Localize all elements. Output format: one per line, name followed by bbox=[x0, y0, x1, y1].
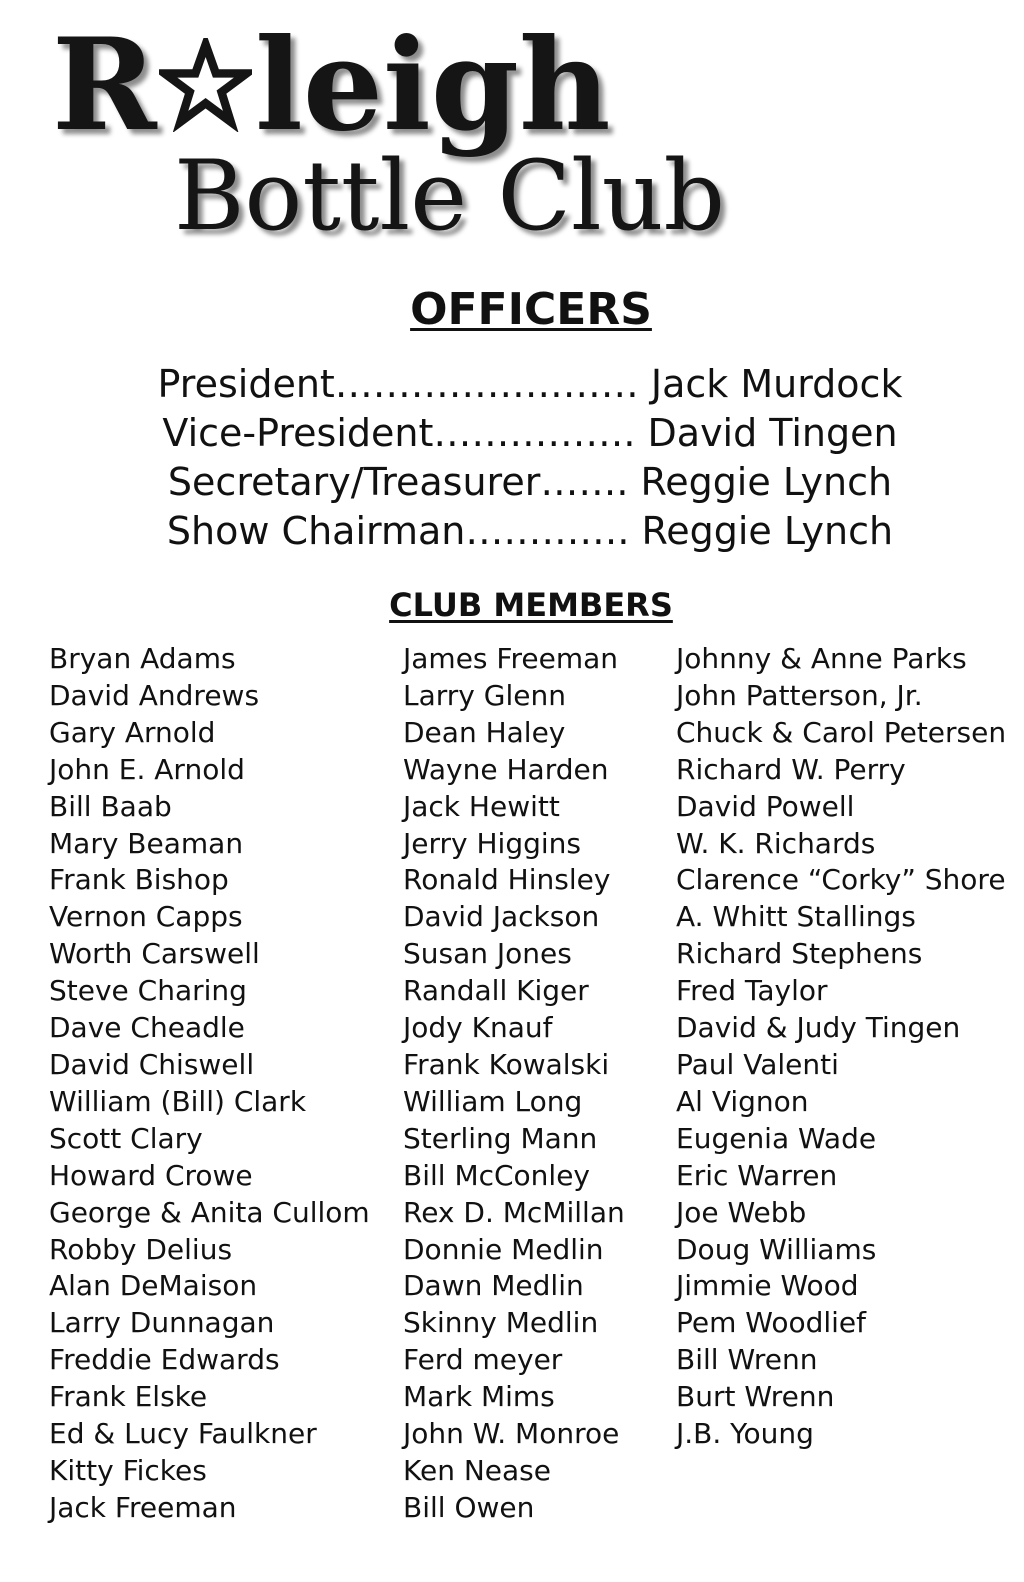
member-name: Eric Warren bbox=[676, 1158, 838, 1192]
member-name: Bill Owen bbox=[403, 1490, 535, 1524]
member-name: Paul Valenti bbox=[676, 1047, 839, 1081]
member-name: George & Anita Cullom bbox=[49, 1195, 370, 1229]
member-name: Wayne Harden bbox=[403, 752, 609, 786]
member-name: David & Judy Tingen bbox=[676, 1011, 961, 1045]
member-name: David Chiswell bbox=[49, 1047, 255, 1081]
member-name: Vernon Capps bbox=[49, 900, 243, 934]
officers-list bbox=[0, 360, 1024, 556]
member-name: James Freeman bbox=[403, 642, 619, 675]
member-name: Clarence “Corky” Shore bbox=[676, 863, 1006, 897]
member-name: Frank Elske bbox=[49, 1380, 208, 1414]
member-name: Donnie Medlin bbox=[403, 1232, 604, 1266]
member-name: A. Whitt Stallings bbox=[676, 900, 916, 934]
member-name: Frank Kowalski bbox=[403, 1047, 610, 1081]
member-name: Bill Baab bbox=[49, 789, 172, 823]
member-name: Howard Crowe bbox=[49, 1158, 253, 1192]
members-column-2 bbox=[403, 641, 625, 1527]
member-name: Mark Mims bbox=[403, 1380, 555, 1414]
logo-title bbox=[52, 11, 611, 159]
member-name: Doug Williams bbox=[676, 1232, 877, 1266]
member-name: Jack Hewitt bbox=[403, 789, 560, 823]
member-name: David Andrews bbox=[49, 678, 260, 712]
member-name: Burt Wrenn bbox=[676, 1380, 835, 1414]
officer-president: President…………………… Jack Murdock bbox=[157, 362, 903, 406]
member-name: Worth Carswell bbox=[49, 937, 260, 971]
member-name: Randall Kiger bbox=[403, 974, 589, 1008]
member-name: Dawn Medlin bbox=[403, 1269, 584, 1303]
member-name: Jack Freeman bbox=[49, 1490, 237, 1524]
member-name: Bill McConley bbox=[403, 1158, 591, 1192]
members-column-3 bbox=[676, 641, 1006, 1453]
members-column-1 bbox=[49, 641, 370, 1527]
member-name: Freddie Edwards bbox=[49, 1343, 280, 1377]
member-name: Ken Nease bbox=[403, 1453, 551, 1487]
member-name: Scott Clary bbox=[49, 1121, 203, 1155]
member-name: Ferd meyer bbox=[403, 1343, 563, 1377]
member-name: Al Vignon bbox=[676, 1084, 809, 1118]
club-members-heading: CLUB MEMBERS bbox=[389, 586, 673, 624]
member-name: John Patterson, Jr. bbox=[676, 678, 923, 712]
member-name: John W. Monroe bbox=[403, 1417, 620, 1451]
member-name: Frank Bishop bbox=[49, 863, 229, 897]
member-name: Bill Wrenn bbox=[676, 1343, 818, 1377]
logo-subtitle: Bottle Club bbox=[174, 140, 725, 252]
member-name: Susan Jones bbox=[403, 937, 572, 971]
member-name: Gary Arnold bbox=[49, 715, 216, 749]
member-name: Alan DeMaison bbox=[49, 1269, 258, 1303]
officer-vice-president: Vice-President……………. David Tingen bbox=[162, 411, 898, 455]
member-name: Joe Webb bbox=[676, 1195, 807, 1229]
member-name: Jimmie Wood bbox=[676, 1269, 859, 1303]
member-name: John E. Arnold bbox=[49, 752, 245, 786]
member-name: Ed & Lucy Faulkner bbox=[49, 1417, 317, 1451]
member-name: Dave Cheadle bbox=[49, 1011, 245, 1045]
member-name: Larry Dunnagan bbox=[49, 1306, 275, 1340]
member-name: Rex D. McMillan bbox=[403, 1195, 625, 1229]
member-name: Kitty Fickes bbox=[49, 1453, 207, 1487]
member-name: Bryan Adams bbox=[49, 642, 236, 675]
member-name: J.B. Young bbox=[676, 1417, 814, 1451]
member-name: Richard Stephens bbox=[676, 937, 923, 971]
member-name: Sterling Mann bbox=[403, 1121, 598, 1155]
member-name: Jerry Higgins bbox=[403, 826, 581, 860]
member-name: William Long bbox=[403, 1084, 583, 1118]
member-name: W. K. Richards bbox=[676, 826, 876, 860]
member-name: David Jackson bbox=[403, 900, 600, 934]
officer-show-chairman: Show Chairman…………. Reggie Lynch bbox=[166, 509, 894, 553]
officers-heading: OFFICERS bbox=[410, 284, 652, 335]
member-name: Johnny & Anne Parks bbox=[676, 642, 967, 675]
logo-word-leigh: leigh bbox=[254, 11, 611, 159]
member-name: Jody Knauf bbox=[403, 1011, 553, 1045]
member-name: Dean Haley bbox=[403, 715, 566, 749]
member-name: Richard W. Perry bbox=[676, 752, 906, 786]
officer-secretary-treasurer: Secretary/Treasurer……. Reggie Lynch bbox=[167, 460, 893, 504]
member-name: Fred Taylor bbox=[676, 974, 828, 1008]
member-name: Steve Charing bbox=[49, 974, 247, 1008]
member-name: Mary Beaman bbox=[49, 826, 244, 860]
member-name: Chuck & Carol Petersen bbox=[676, 715, 1007, 749]
member-name: Eugenia Wade bbox=[676, 1121, 877, 1155]
member-name: William (Bill) Clark bbox=[49, 1084, 307, 1118]
member-name: Ronald Hinsley bbox=[403, 863, 611, 897]
member-name: David Powell bbox=[676, 789, 855, 823]
member-name: Robby Delius bbox=[49, 1232, 233, 1266]
member-name: Larry Glenn bbox=[403, 678, 566, 712]
member-name: Pem Woodlief bbox=[676, 1306, 867, 1340]
star-outline-icon bbox=[159, 38, 252, 131]
member-name: Skinny Medlin bbox=[403, 1306, 599, 1340]
logo-letter-r: R bbox=[52, 11, 157, 159]
